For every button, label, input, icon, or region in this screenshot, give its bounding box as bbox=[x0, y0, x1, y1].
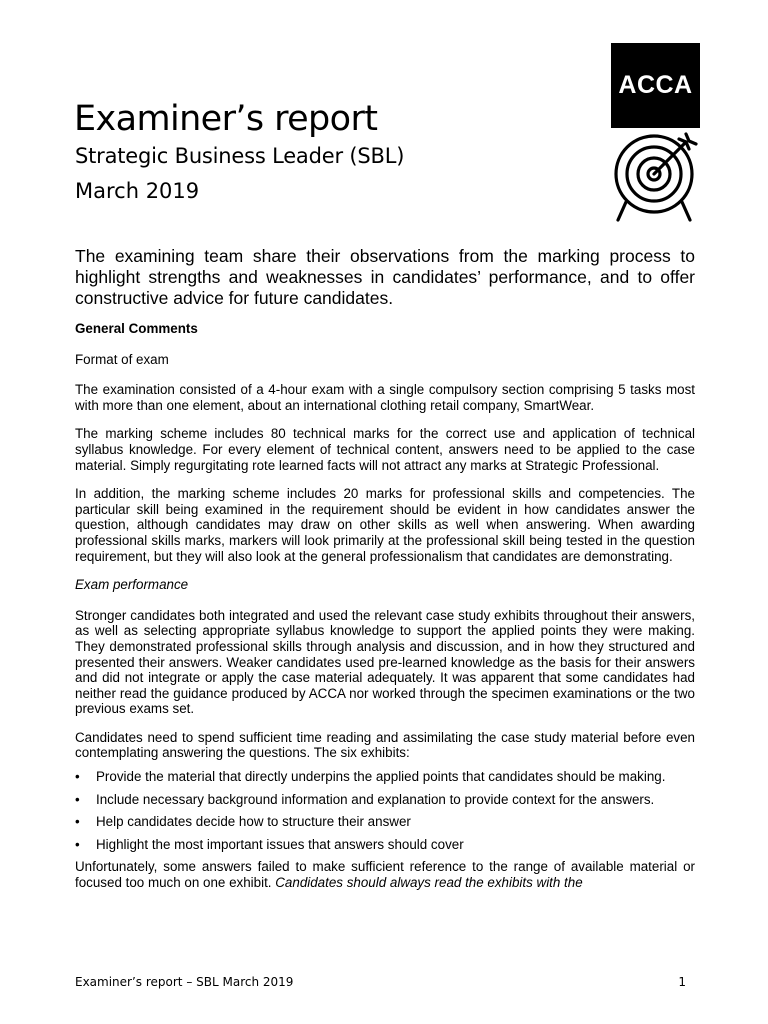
bullet-icon: • bbox=[75, 791, 80, 807]
report-body bbox=[75, 321, 695, 904]
intro-paragraph: The examining team share their observations from the marking process to highlight strengths and weaknesses in candidates’ performance, and to offer constructive advice for future candidates. bbox=[75, 246, 695, 308]
list-item: • Include necessary background information and explanation to provide context for the answers. bbox=[75, 791, 655, 807]
general-comments-heading: General Comments bbox=[75, 321, 198, 336]
format-of-exam-subheading: Format of exam bbox=[75, 351, 169, 367]
report-date: March 2019 bbox=[75, 179, 200, 203]
paragraph-unfortunately: Unfortunately, some answers failed to make sufficient reference to the range of available material or focused too much on one exhibit. Candidates should always read the exhibits with the bbox=[75, 859, 695, 891]
target-with-arrow-icon bbox=[606, 130, 706, 226]
bullet-icon: • bbox=[75, 769, 80, 785]
list-item: • Provide the material that directly underpins the applied points that candidates should be making. bbox=[75, 769, 666, 785]
report-subtitle: Strategic Business Leader (SBL) bbox=[75, 144, 405, 168]
paragraph-marking-scheme: The marking scheme includes 80 technical marks for the correct use and application of technical syllabus knowledge. For every element of technical content, answers need to be applied to the case material. Simply regurgitating rote learned facts will not attract any marks at Strategic Professional. bbox=[75, 426, 695, 473]
paragraph-performance: Stronger candidates both integrated and used the relevant case study exhibits throughout their answers, as well as selecting appropriate syllabus knowledge to support the applied points they were making. They demonstrated professional skills through analysis and discussion, and in how they structured and presented their answers. Weaker candidates used pre-learned knowledge as the basis for their answers and did not integrate or apply the case material adequately. It was apparent that some candidates had neither read the guidance produced by ACCA nor worked through the specimen examinations or the two previous exams set. bbox=[75, 607, 695, 717]
footer-title: Examiner’s report – SBL March 2019 bbox=[75, 975, 294, 989]
exam-performance-subheading: Exam performance bbox=[75, 577, 189, 593]
paragraph-exam-format: The examination consisted of a 4-hour exam with a single compulsory section comprising 5 tasks most with more than one element, about an international clothing retail company, SmartWear. bbox=[75, 382, 695, 413]
bullet-icon: • bbox=[75, 814, 80, 830]
acca-logo: ACCA bbox=[611, 43, 700, 128]
list-item: • Highlight the most important issues that answers should cover bbox=[75, 836, 464, 852]
page-title: Examiner’s report bbox=[74, 99, 378, 139]
list-item: • Help candidates decide how to structure their answer bbox=[75, 814, 411, 830]
paragraph-professional-skills: In addition, the marking scheme includes 20 marks for professional skills and competencies. The particular skill being examined in the requirement should be evident in how candidates answer the question, although candidates may draw on other skills as well when answering. When awarding professional skills marks, markers will look primarily at the professional skill being tested in the question requirement, but they will also look at the general professionalism that candidates are demonstrating. bbox=[75, 486, 695, 564]
bullet-icon: • bbox=[75, 836, 80, 852]
emphasis-text: Candidates should always read the exhibits with the bbox=[275, 875, 583, 891]
paragraph-exhibits: Candidates need to spend sufficient time reading and assimilating the case study material before even contemplating answering the questions. The six exhibits: bbox=[75, 729, 695, 761]
page-number: 1 bbox=[678, 975, 686, 989]
exhibits-bullet-list bbox=[75, 769, 695, 852]
